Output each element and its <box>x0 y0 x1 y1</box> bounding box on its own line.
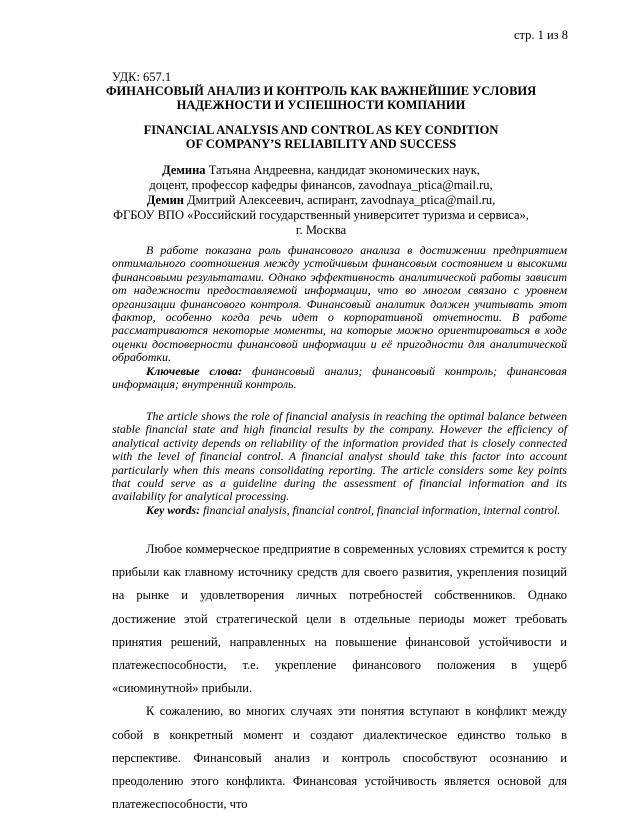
keywords-ru <box>112 365 567 392</box>
title-english <box>100 123 542 151</box>
title-ru-line-1: ФИНАНСОВЫЙ АНАЛИЗ И КОНТРОЛЬ КАК ВАЖНЕЙШИЕ УСЛОВИЯ <box>105 84 537 98</box>
author-1-surname: Демина <box>162 163 206 177</box>
keywords-en-label: Key words: <box>146 502 201 517</box>
abstract-ru-text: В работе показана роль финансового анализа в достижении предприятием оптимального соотношения между устойчивым финансовым состоянием и высокими финансовыми результатами. Однако эффективность аналитической работы зависит от надежности предоставляемой информации, что во многом связано с уровнем организации финансового контроля. Финансовый аналитик должен учитывать этот фактор, особенно когда речь идет о корпоративной отчетности. В работе рассматриваются некоторые моменты, на которые можно ориентироваться в ходе оценки достоверности финансовой информации и её пригодности для аналитической обработки. <box>112 243 567 365</box>
abstract-russian <box>112 244 567 391</box>
abstract-english <box>112 410 567 517</box>
affiliation: ФГБОУ ВПО «Российский государственный университет туризма и сервиса», <box>113 208 529 222</box>
authors-block <box>100 163 542 238</box>
title-russian <box>100 84 542 112</box>
body-paragraph-2: К сожалению, во многих случаях эти понятия вступают в конфликт между собой в конкретный момент и создают диалектическое единство только в перспективе. Финансовый анализ и контроль способствуют осознанию и преодолению этого конфликта. Финансовая устойчивость является основой для платежеспособности, что <box>112 704 567 812</box>
page-number: стр. 1 из 8 <box>513 28 568 42</box>
keywords-en-list: financial analysis, financial control, financial information, internal control. <box>200 502 561 517</box>
title-en-line-1: FINANCIAL ANALYSIS AND CONTROL AS KEY CONDITION <box>143 123 499 137</box>
keywords-ru-list: финансовый анализ; финансовый контроль; финансовая информация; внутренний контроль. <box>112 363 568 392</box>
udk-code: УДК: 657.1 <box>112 70 172 84</box>
author-2-details: Дмитрий Алексеевич, аспирант, zavodnaya_ptica@mail.ru, <box>184 193 496 207</box>
author-2 <box>100 193 542 208</box>
author-1-details: Татьяна Андреевна, кандидат экономических наук, <box>205 163 480 177</box>
body-paragraph-1: Любое коммерческое предприятие в современных условиях стремится к росту прибыли как главному источнику средств для своего развития, укрепления позиций на рынке и удовлетворения личных потребностей собственников. Однако достижение этой стратегической цели в отдельные периоды может требовать принятия решений, направленных на повышение финансовой устойчивости и платежеспособности, т.е. укрепление финансового положения в ущерб «сиюминутной» прибыли. <box>112 542 567 696</box>
abstract-en-text: The article shows the role of financial analysis in reaching the optimal balance between stable financial state and high financial results by the company. However the efficiency of analytical activity depends on reliability of the information provided that is closely connected with the level of financial control. A financial analyst should take this factor into account particularly when this means consolidating reporting. The article considers some key points that could serve as a guideline during the assessment of financial information and its availability for analytical processing. <box>112 409 567 504</box>
title-ru-line-2: НАДЕЖНОСТИ И УСПЕШНОСТИ КОМПАНИИ <box>176 98 466 112</box>
author-1-position: доцент, профессор кафедры финансов, zavodnaya_ptica@mail.ru, <box>149 178 493 192</box>
body-text <box>112 538 567 816</box>
author-1 <box>100 163 542 178</box>
keywords-en <box>112 504 567 517</box>
author-2-surname: Демин <box>146 193 184 207</box>
city: г. Москва <box>295 223 347 237</box>
title-en-line-2: OF COMPANY’S RELIABILITY AND SUCCESS <box>185 137 457 151</box>
keywords-ru-label: Ключевые слова: <box>146 363 243 378</box>
